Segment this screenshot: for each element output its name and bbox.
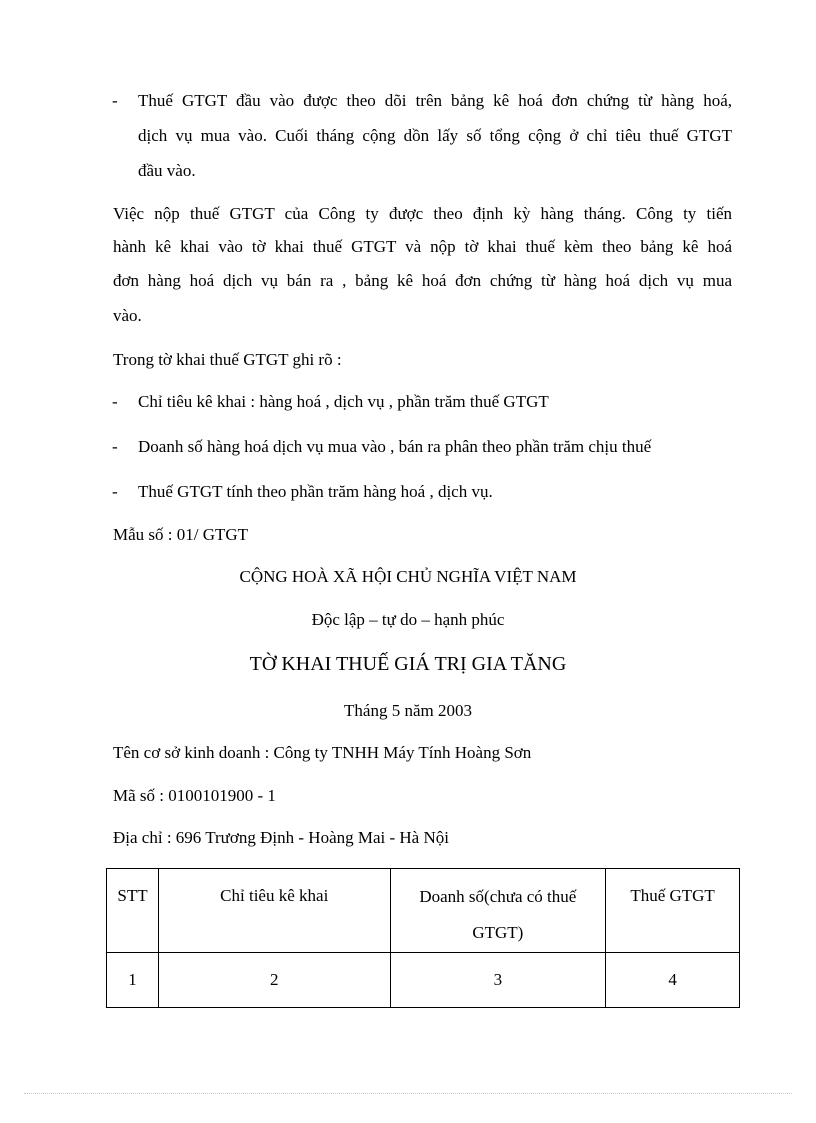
table-cell: 4 [606, 953, 740, 1008]
table-cell: 1 [107, 953, 159, 1008]
declaration-table [106, 868, 740, 1008]
table-header-row [107, 869, 740, 953]
national-motto: Độc lập – tự do – hạnh phúc [311, 610, 505, 629]
list-bullet: - [112, 482, 118, 501]
list-bullet: - [112, 437, 118, 456]
table-cell: 2 [158, 953, 390, 1008]
country-name: CỘNG HOÀ XÃ HỘI CHỦ NGHĨA VIỆT NAM [239, 567, 577, 586]
list-item: Thuế GTGT tính theo phần trăm hàng hoá , dịch vụ. [138, 482, 493, 501]
para1-line2: dịch vụ mua vào. Cuối tháng cộng dồn lấy số tổng cộng ở chỉ tiêu thuế GTGT [138, 126, 732, 145]
header-cell-item: Chỉ tiêu kê khai [158, 869, 390, 953]
list-item: Doanh số hàng hoá dịch vụ mua vào , bán ra phân theo phần trăm chịu thuế [138, 437, 652, 456]
para2-line2: hành kê khai vào tờ khai thuế GTGT và nộp tờ khai thuế kèm theo bảng kê hoá [113, 237, 732, 256]
form-number: Mẫu số : 01/ GTGT [113, 525, 249, 544]
table-cell: 3 [390, 953, 606, 1008]
header-cell-revenue-line2: GTGT) [472, 923, 524, 942]
list-bullet: - [112, 392, 118, 411]
bullet-marker: - [112, 91, 118, 110]
para2-line4: vào. [113, 306, 142, 325]
header-cell-stt: STT [107, 869, 159, 953]
document-title: TỜ KHAI THUẾ GIÁ TRỊ GIA TĂNG [249, 653, 567, 675]
header-cell-revenue-line1: Doanh số(chưa có thuế [419, 887, 577, 906]
tax-code: Mã số : 0100101900 - 1 [113, 786, 276, 805]
list-item: Chỉ tiêu kê khai : hàng hoá , dịch vụ , phần trăm thuế GTGT [138, 392, 549, 411]
company-address: Địa chỉ : 696 Trương Định - Hoàng Mai - Hà Nội [113, 828, 449, 847]
header-cell-vat: Thuế GTGT [606, 869, 740, 953]
para1-line1: Thuế GTGT đầu vào được theo dõi trên bảng kê hoá đơn chứng từ hàng hoá, [138, 91, 732, 110]
para2-line3: đơn hàng hoá dịch vụ bán ra , bảng kê hoá đơn chứng từ hàng hoá dịch vụ mua [113, 271, 732, 290]
table-row [107, 953, 740, 1008]
header-cell-revenue [390, 869, 606, 953]
declaration-period: Tháng 5 năm 2003 [344, 701, 472, 720]
para1-line3: đầu vào. [138, 161, 196, 180]
para2-line1: Việc nộp thuế GTGT của Công ty được theo định kỳ hàng tháng. Công ty tiến [113, 204, 732, 223]
company-name: Tên cơ sở kinh doanh : Công ty TNHH Máy Tính Hoàng Sơn [113, 743, 532, 762]
para3: Trong tờ khai thuế GTGT ghi rõ : [113, 350, 342, 369]
page-footer-divider [24, 1093, 792, 1094]
